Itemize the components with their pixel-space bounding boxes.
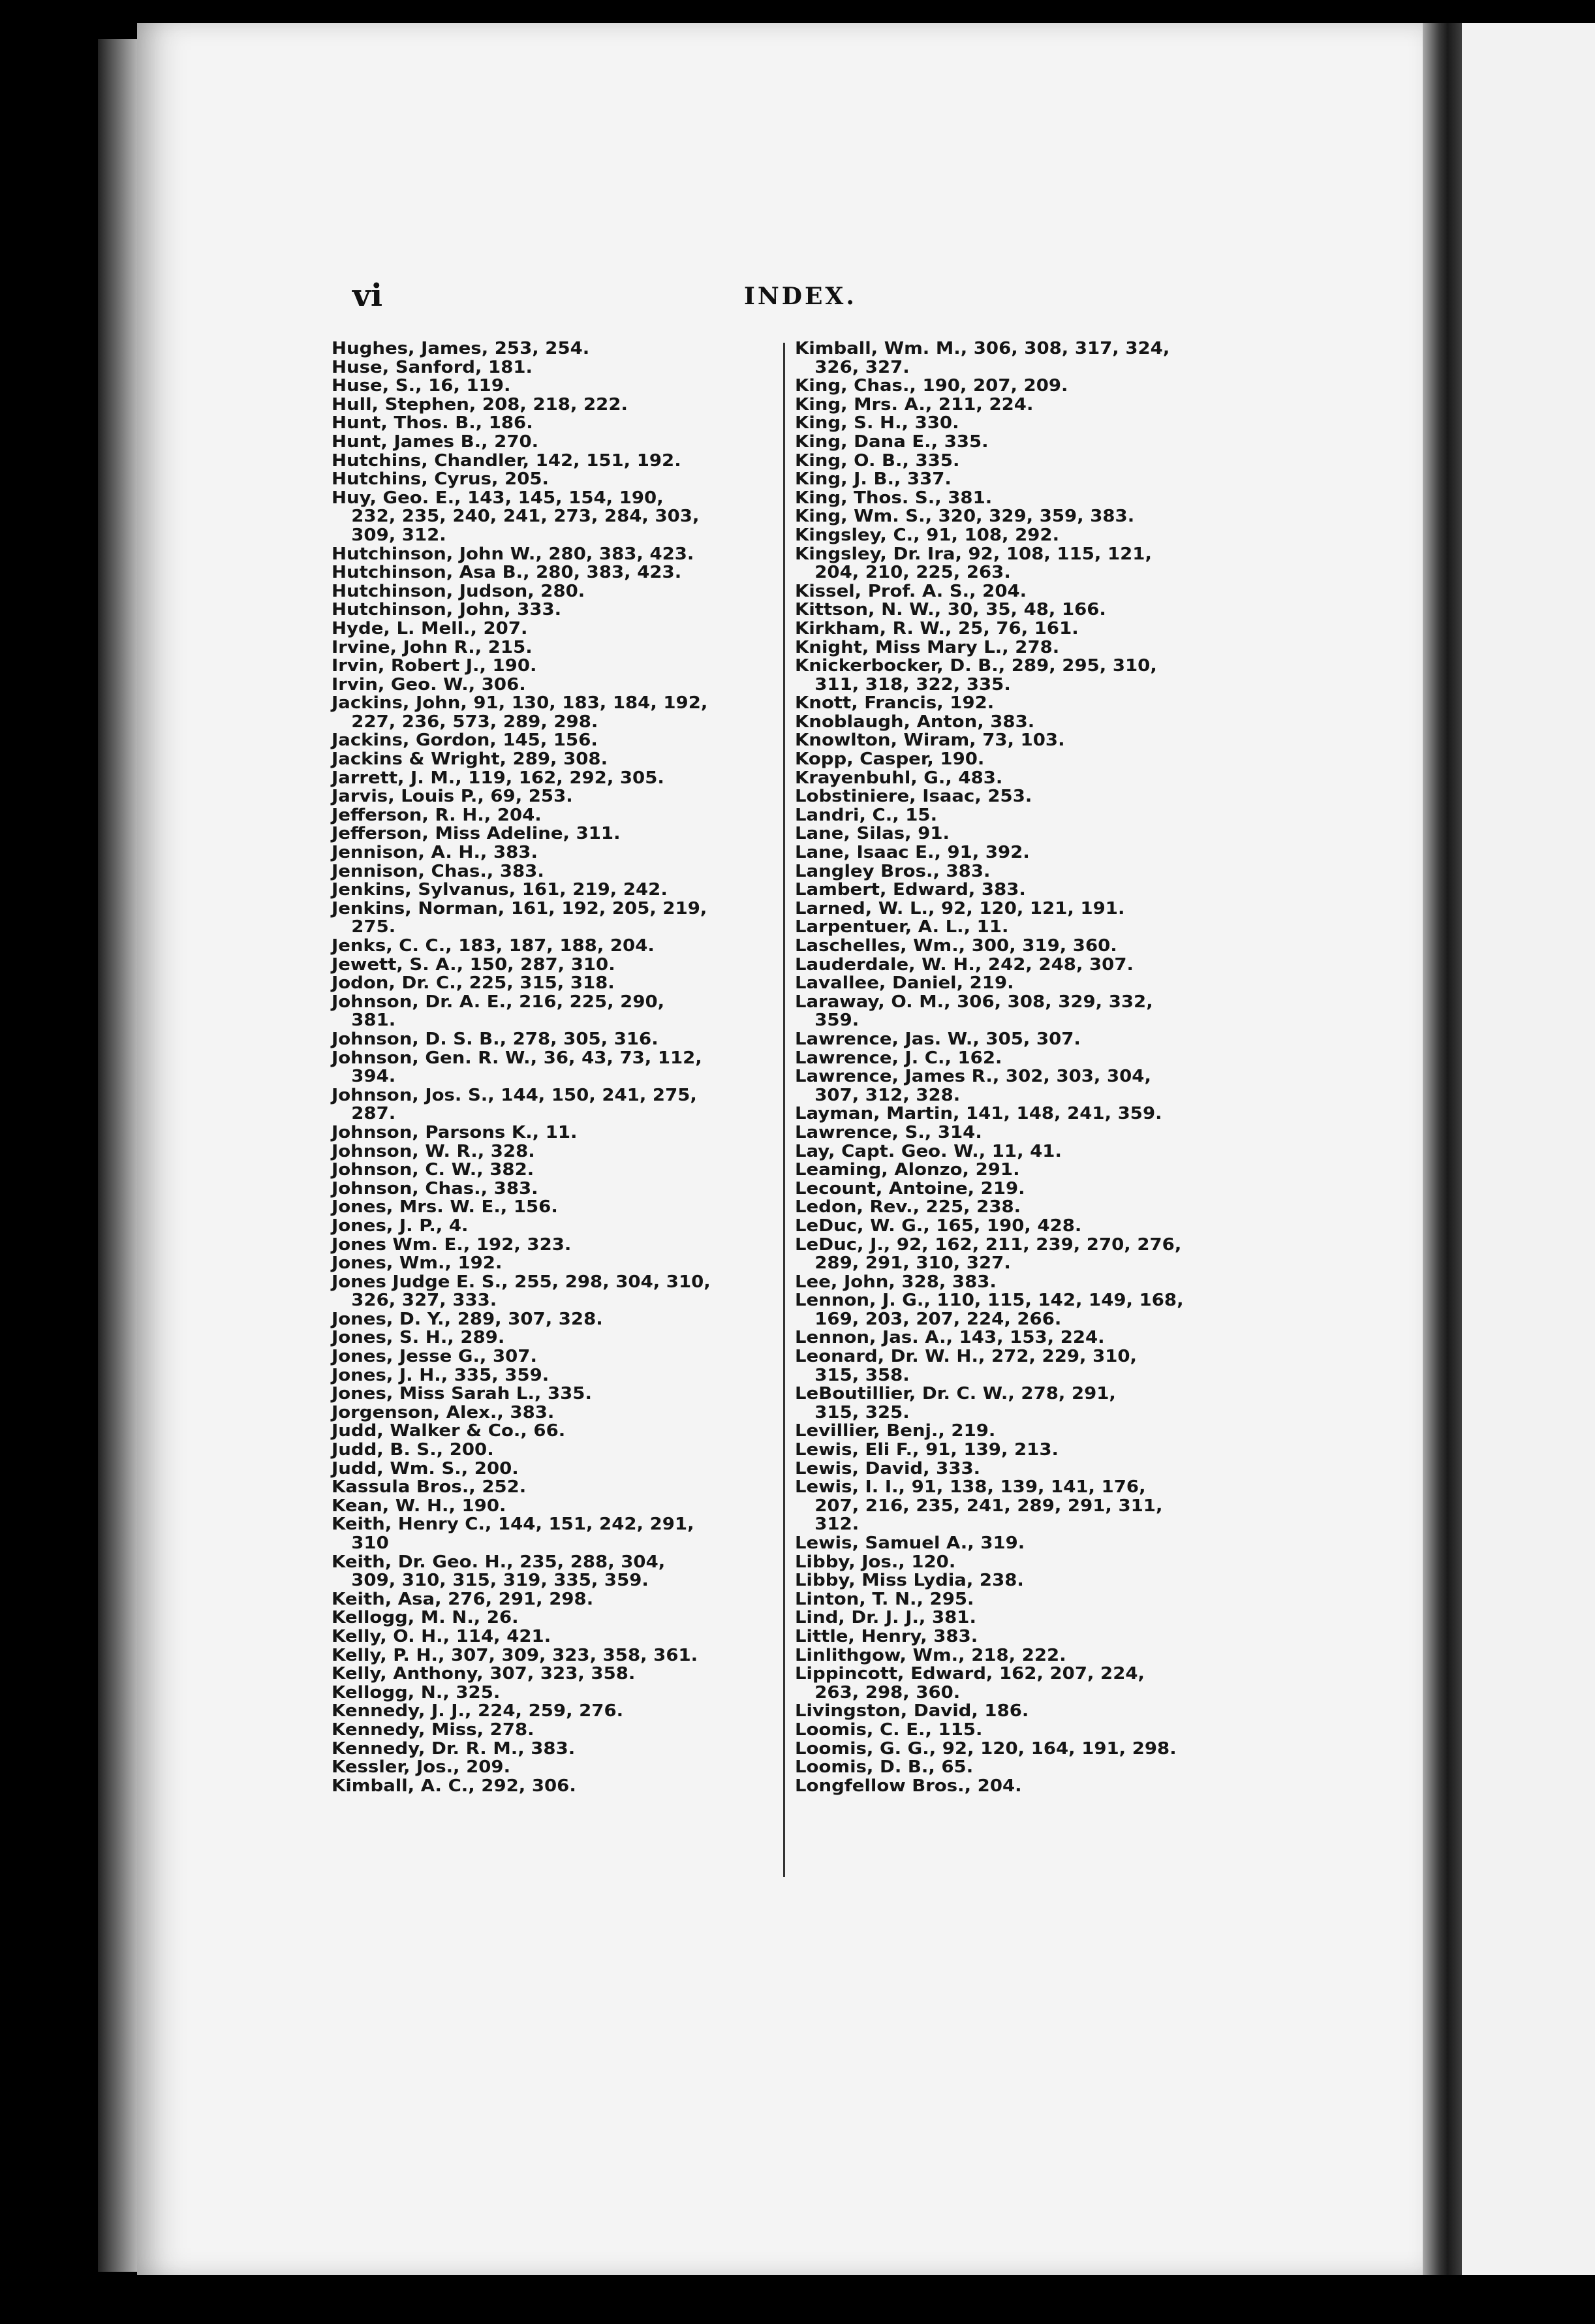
index-entry: Lawrence, Jas. W., 305, 307.: [795, 1029, 1081, 1049]
index-entry: Kassula Bros., 252.: [332, 1477, 527, 1498]
index-entry: Larpentuer, A. L., 11.: [795, 917, 1009, 937]
index-entry: Jones, D. Y., 289, 307, 328.: [332, 1309, 603, 1329]
index-entry: Keith, Asa, 276, 291, 298.: [332, 1589, 594, 1609]
index-entry: Hutchins, Chandler, 142, 151, 192.: [332, 450, 681, 471]
index-entry: Langley Bros., 383.: [795, 861, 991, 881]
index-entry: King, O. B., 335.: [795, 450, 960, 471]
index-entry: Linton, T. N., 295.: [795, 1589, 974, 1609]
index-entry: Kellogg, N., 325.: [332, 1682, 501, 1703]
index-entry: 309, 310, 315, 319, 335, 359.: [351, 1571, 649, 1591]
index-entry: Kennedy, J. J., 224, 259, 276.: [332, 1701, 624, 1721]
index-entry: Jefferson, R. H., 204.: [332, 805, 542, 825]
index-entry: Kelly, O. H., 114, 421.: [332, 1626, 551, 1646]
index-entry: King, Wm. S., 320, 329, 359, 383.: [795, 507, 1135, 527]
index-entry: Hyde, L. Mell., 207.: [332, 618, 528, 638]
index-entry: Lane, Isaac E., 91, 392.: [795, 843, 1030, 863]
index-entry: Lavallee, Daniel, 219.: [795, 973, 1014, 994]
index-entry: Knott, Francis, 192.: [795, 693, 995, 714]
column-divider: [783, 343, 785, 1877]
index-entry: Knickerbocker, D. B., 289, 295, 310,: [795, 656, 1157, 676]
index-entry: Jones, J. H., 335, 359.: [332, 1365, 550, 1385]
index-entry: 312.: [814, 1515, 859, 1535]
index-entry: Kopp, Casper, 190.: [795, 749, 985, 770]
index-entry: Lippincott, Edward, 162, 207, 224,: [795, 1664, 1145, 1684]
index-entry: Kelly, P. H., 307, 309, 323, 358, 361.: [332, 1645, 698, 1665]
index-entry: Leaming, Alonzo, 291.: [795, 1160, 1020, 1180]
index-entry: Jodon, Dr. C., 225, 315, 318.: [332, 973, 615, 994]
index-entry: Hutchinson, John, 333.: [332, 600, 562, 620]
index-entry: King, S. H., 330.: [795, 413, 959, 433]
index-entry: Johnson, D. S. B., 278, 305, 316.: [332, 1029, 658, 1049]
index-entry: Jones, S. H., 289.: [332, 1328, 505, 1348]
index-entry: King, Thos. S., 381.: [795, 488, 993, 508]
index-entry: Keith, Dr. Geo. H., 235, 288, 304,: [332, 1552, 666, 1572]
index-entry: Knight, Miss Mary L., 278.: [795, 637, 1060, 657]
index-entry: Livingston, David, 186.: [795, 1701, 1029, 1721]
index-entry: Layman, Martin, 141, 148, 241, 359.: [795, 1104, 1162, 1124]
index-entry: Johnson, C. W., 382.: [332, 1160, 534, 1180]
index-entry: Huy, Geo. E., 143, 145, 154, 190,: [332, 488, 664, 508]
index-entry: LeDuc, W. G., 165, 190, 428.: [795, 1216, 1082, 1236]
index-entry: LeBoutillier, Dr. C. W., 278, 291,: [795, 1384, 1116, 1404]
index-entry: Lane, Silas, 91.: [795, 824, 950, 844]
index-entry: Kelly, Anthony, 307, 323, 358.: [332, 1664, 636, 1684]
index-entry: Loomis, C. E., 115.: [795, 1719, 983, 1740]
index-entry: Kimball, Wm. M., 306, 308, 317, 324,: [795, 339, 1170, 358]
index-entry: Lewis, I. I., 91, 138, 139, 141, 176,: [795, 1477, 1146, 1498]
index-entry: Jones Wm. E., 192, 323.: [332, 1234, 572, 1255]
index-entry: Lewis, Samuel A., 319.: [795, 1533, 1025, 1553]
index-entry: Hughes, James, 253, 254.: [332, 339, 590, 358]
index-entry: 359.: [814, 1011, 859, 1031]
index-entry: Lambert, Edward, 383.: [795, 880, 1026, 900]
index-entry: Hull, Stephen, 208, 218, 222.: [332, 394, 628, 415]
index-entry: Jennison, A. H., 383.: [332, 843, 538, 863]
index-entry: Jackins & Wright, 289, 308.: [332, 749, 608, 770]
index-entry: 381.: [351, 1011, 396, 1031]
index-entry: Libby, Jos., 120.: [795, 1552, 956, 1572]
index-entry: Landri, C., 15.: [795, 805, 938, 825]
book-spine: [1423, 23, 1464, 2275]
index-entry: Irvin, Geo. W., 306.: [332, 674, 526, 695]
index-entry: 311, 318, 322, 335.: [814, 674, 1011, 695]
index-entry: 394.: [351, 1067, 396, 1087]
index-entry: Judd, Wm. S., 200.: [332, 1458, 519, 1479]
index-entry: Lennon, Jas. A., 143, 153, 224.: [795, 1328, 1105, 1348]
index-entry: 310: [351, 1533, 389, 1553]
index-entry: Jorgenson, Alex., 383.: [332, 1402, 555, 1422]
index-entry: Jarrett, J. M., 119, 162, 292, 305.: [332, 768, 664, 788]
index-entry: Jones, Miss Sarah L., 335.: [332, 1384, 592, 1404]
index-entry: 315, 325.: [814, 1402, 910, 1422]
index-entry: Loomis, G. G., 92, 120, 164, 191, 298.: [795, 1738, 1177, 1759]
index-entry: 275.: [351, 917, 396, 937]
index-entry: Kennedy, Dr. R. M., 383.: [332, 1738, 576, 1759]
index-entry: Judd, Walker & Co., 66.: [332, 1421, 566, 1441]
index-entry: Jones, Wm., 192.: [332, 1253, 503, 1274]
index-entry: Hunt, James B., 270.: [332, 432, 539, 452]
index-entry: Lawrence, S., 314.: [795, 1122, 982, 1142]
index-entry: Kingsley, C., 91, 108, 292.: [795, 525, 1060, 545]
index-entry: Lewis, David, 333.: [795, 1458, 981, 1479]
index-entry: Ledon, Rev., 225, 238.: [795, 1197, 1021, 1217]
index-entry: Kean, W. H., 190.: [332, 1496, 506, 1516]
index-entry: 307, 312, 328.: [814, 1085, 961, 1105]
index-entry: 326, 327.: [814, 357, 910, 377]
index-entry: Little, Henry, 383.: [795, 1626, 978, 1646]
index-entry: Hunt, Thos. B., 186.: [332, 413, 533, 433]
index-entry: Lewis, Eli F., 91, 139, 213.: [795, 1440, 1059, 1460]
index-entry: 309, 312.: [351, 525, 446, 545]
index-entry: Jenkins, Sylvanus, 161, 219, 242.: [332, 880, 668, 900]
index-entry: Linlithgow, Wm., 218, 222.: [795, 1645, 1066, 1665]
index-entry: Laraway, O. M., 306, 308, 329, 332,: [795, 992, 1153, 1012]
page-header: [352, 277, 1266, 323]
index-entry: Irvin, Robert J., 190.: [332, 656, 537, 676]
index-entry: Huse, Sanford, 181.: [332, 357, 533, 377]
index-entry: Kimball, A. C., 292, 306.: [332, 1776, 576, 1796]
index-entry: Johnson, Parsons K., 11.: [332, 1122, 578, 1142]
index-entry: Johnson, W. R., 328.: [332, 1141, 535, 1161]
index-entry: Jewett, S. A., 150, 287, 310.: [332, 954, 615, 975]
index-entry: Kennedy, Miss, 278.: [332, 1719, 534, 1740]
index-entry: Judd, B. S., 200.: [332, 1440, 494, 1460]
index-entry: Irvine, John R., 215.: [332, 637, 533, 657]
index-entry: Lawrence, J. C., 162.: [795, 1048, 1002, 1068]
index-entry: 169, 203, 207, 224, 266.: [814, 1309, 1062, 1329]
index-entry: Hutchins, Cyrus, 205.: [332, 469, 549, 490]
index-entry: Lauderdale, W. H., 242, 248, 307.: [795, 954, 1134, 975]
index-entry: Jefferson, Miss Adeline, 311.: [332, 824, 621, 844]
index-column-right: [795, 339, 1260, 1795]
index-entry: Johnson, Gen. R. W., 36, 43, 73, 112,: [332, 1048, 702, 1068]
index-entry: Lawrence, James R., 302, 303, 304,: [795, 1067, 1151, 1087]
index-entry: Knowlton, Wiram, 73, 103.: [795, 730, 1065, 751]
index-entry: Leonard, Dr. W. H., 272, 229, 310,: [795, 1347, 1138, 1367]
index-entry: Longfellow Bros., 204.: [795, 1776, 1022, 1796]
index-entry: Johnson, Dr. A. E., 216, 225, 290,: [332, 992, 665, 1012]
index-entry: Hutchinson, Judson, 280.: [332, 581, 585, 601]
index-entry: Loomis, D. B., 65.: [795, 1757, 974, 1778]
index-entry: King, Chas., 190, 207, 209.: [795, 376, 1068, 396]
index-entry: 227, 236, 573, 289, 298.: [351, 712, 598, 732]
facing-page: [1462, 23, 1595, 2275]
index-entry: Hutchinson, John W., 280, 383, 423.: [332, 544, 694, 564]
index-entry: Jones Judge E. S., 255, 298, 304, 310,: [332, 1272, 711, 1292]
index-entry: Kirkham, R. W., 25, 76, 161.: [795, 618, 1079, 638]
index-entry: Lecount, Antoine, 219.: [795, 1178, 1025, 1199]
index-entry: King, Mrs. A., 211, 224.: [795, 394, 1034, 415]
index-entry: 326, 327, 333.: [351, 1291, 497, 1311]
running-title: INDEX.: [744, 283, 857, 310]
index-entry: Libby, Miss Lydia, 238.: [795, 1571, 1024, 1591]
index-entry: 232, 235, 240, 241, 273, 284, 303,: [351, 507, 700, 527]
index-entry: 263, 298, 360.: [814, 1682, 961, 1703]
page-number: vi: [352, 277, 383, 314]
index-entry: Knoblaugh, Anton, 383.: [795, 712, 1035, 732]
index-entry: Jennison, Chas., 383.: [332, 861, 544, 881]
index-entry: 204, 210, 225, 263.: [814, 563, 1011, 583]
index-entry: Jones, Mrs. W. E., 156.: [332, 1197, 558, 1217]
index-entry: Lind, Dr. J. J., 381.: [795, 1608, 976, 1628]
index-entry: Jones, J. P., 4.: [332, 1216, 469, 1236]
index-entry: Jackins, Gordon, 145, 156.: [332, 730, 598, 751]
index-entry: Jenkins, Norman, 161, 192, 205, 219,: [332, 898, 707, 919]
index-entry: Lee, John, 328, 383.: [795, 1272, 997, 1292]
index-entry: Johnson, Jos. S., 144, 150, 241, 275,: [332, 1085, 697, 1105]
index-entry: Kessler, Jos., 209.: [332, 1757, 511, 1778]
index-entry: Johnson, Chas., 383.: [332, 1178, 538, 1199]
index-entry: Laschelles, Wm., 300, 319, 360.: [795, 936, 1117, 956]
index-entry: Lennon, J. G., 110, 115, 142, 149, 168,: [795, 1291, 1184, 1311]
index-entry: Kingsley, Dr. Ira, 92, 108, 115, 121,: [795, 544, 1152, 564]
index-entry: Lay, Capt. Geo. W., 11, 41.: [795, 1141, 1062, 1161]
index-column-left: [332, 339, 797, 1795]
index-entry: Jenks, C. C., 183, 187, 188, 204.: [332, 936, 655, 956]
index-entry: Kittson, N. W., 30, 35, 48, 166.: [795, 600, 1106, 620]
index-entry: King, J. B., 337.: [795, 469, 952, 490]
index-entry: 207, 216, 235, 241, 289, 291, 311,: [814, 1496, 1163, 1516]
index-entry: LeDuc, J., 92, 162, 211, 239, 270, 276,: [795, 1234, 1182, 1255]
index-entry: Kissel, Prof. A. S., 204.: [795, 581, 1027, 601]
index-entry: Keith, Henry C., 144, 151, 242, 291,: [332, 1515, 694, 1535]
index-entry: Jarvis, Louis P., 69, 253.: [332, 787, 573, 807]
index-entry: Lobstiniere, Isaac, 253.: [795, 787, 1032, 807]
index-entry: Krayenbuhl, G., 483.: [795, 768, 1003, 788]
index-entry: Jones, Jesse G., 307.: [332, 1347, 537, 1367]
index-entry: Kellogg, M. N., 26.: [332, 1608, 519, 1628]
index-entry: Jackins, John, 91, 130, 183, 184, 192,: [332, 693, 708, 714]
index-entry: Larned, W. L., 92, 120, 121, 191.: [795, 898, 1125, 919]
index-entry: 287.: [351, 1104, 396, 1124]
index-entry: Hutchinson, Asa B., 280, 383, 423.: [332, 563, 682, 583]
index-entry: 289, 291, 310, 327.: [814, 1253, 1011, 1274]
index-entry: 315, 358.: [814, 1365, 910, 1385]
index-entry: King, Dana E., 335.: [795, 432, 989, 452]
index-entry: Levillier, Benj., 219.: [795, 1421, 996, 1441]
index-entry: Huse, S., 16, 119.: [332, 376, 511, 396]
